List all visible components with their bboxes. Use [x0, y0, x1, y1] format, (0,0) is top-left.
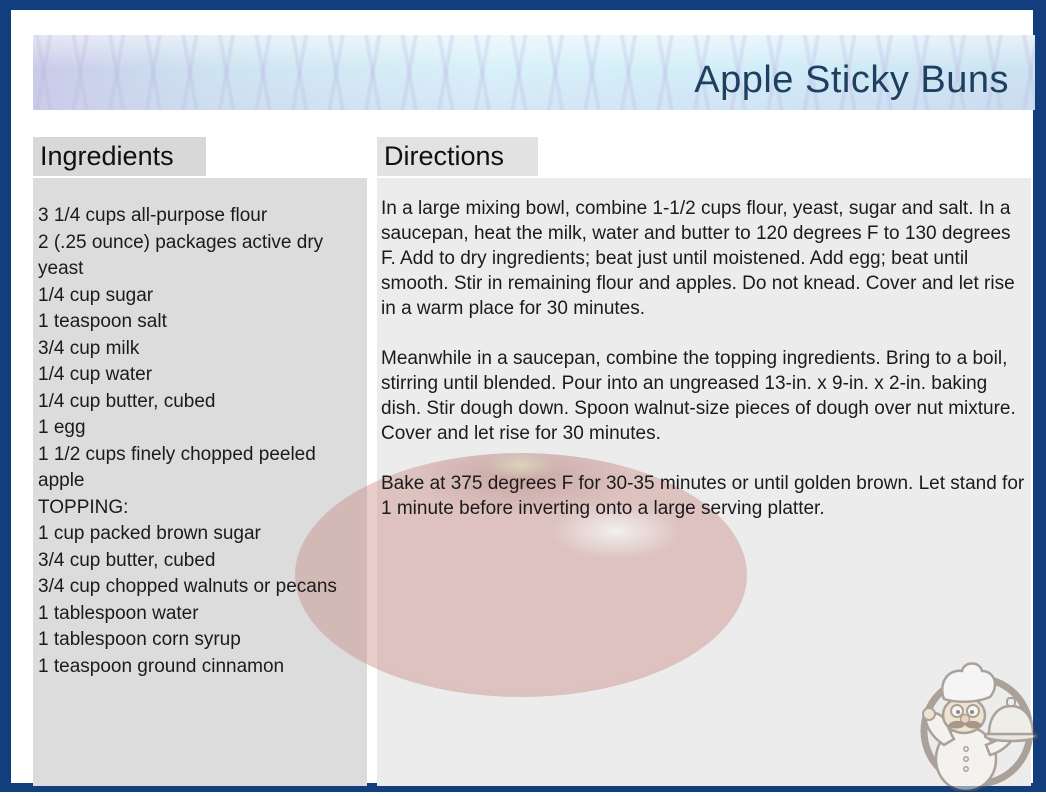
- ingredient-line: 3/4 cup milk: [38, 337, 140, 359]
- ingredient-line: 3/4 cup chopped walnuts or pecans: [38, 576, 337, 597]
- ingredient-line: 3/4 cup butter, cubed: [38, 549, 216, 571]
- directions-paragraph: In a large mixing bowl, combine 1-1/2 cups flour, yeast, sugar and salt. In a saucepan, heat the milk, water and butter to 120 degrees F to 130 degrees F. Add to dry ingredients; beat just until moistened. Add egg; beat until smooth. Stir in remaining flour and apples. Do not knead. Cover and let rise in a warm place for 30 minutes.: [381, 198, 1015, 319]
- ingredients-list: [33, 203, 367, 680]
- ingredients-heading: Ingredients: [40, 141, 174, 171]
- ingredient-line: 3 1/4 cups all-purpose flour: [38, 205, 268, 226]
- ingredient-line: 1/4 cup sugar: [38, 284, 154, 306]
- ingredient-line: 1 egg: [38, 417, 86, 438]
- ingredient-line: 1 teaspoon ground cinnamon: [38, 655, 285, 677]
- ingredient-line: 1 tablespoon corn syrup: [38, 629, 241, 650]
- chef-icon: [914, 653, 1044, 791]
- directions-paragraph: Bake at 375 degrees F for 30-35 minutes or until golden brown. Let stand for 1 minute before inverting onto a large serving platter.: [381, 473, 1025, 519]
- ingredient-line: 1 tablespoon water: [38, 602, 199, 624]
- ingredient-line: 1/4 cup butter, cubed: [38, 390, 216, 412]
- chef-logo-image: [914, 653, 1044, 791]
- ingredient-line: 1 1/2 cups finely chopped peeled apple: [38, 443, 316, 491]
- directions-heading-box: [377, 137, 538, 176]
- ingredient-line: TOPPING:: [38, 496, 129, 518]
- directions-paragraph: Meanwhile in a saucepan, combine the topping ingredients. Bring to a boil, stirring until blended. Pour into an ungreased 13-in. x 9-in. x 2-in. baking dish. Stir dough down. Spoon walnut-size pieces of dough over nut mixture. Cover and let rise for 30 minutes.: [381, 348, 1016, 444]
- ingredients-heading-box: [33, 137, 206, 176]
- directions-text: [377, 196, 1031, 546]
- page-title: Apple Sticky Buns: [694, 59, 1009, 101]
- ingredient-line: 1 teaspoon salt: [38, 311, 167, 332]
- ingredient-line: 1 cup packed brown sugar: [38, 523, 261, 544]
- ingredient-line: 2 (.25 ounce) packages active dry yeast: [38, 231, 324, 279]
- ingredient-line: 1/4 cup water: [38, 364, 153, 385]
- header-banner: [33, 35, 1035, 110]
- directions-heading: Directions: [384, 141, 505, 171]
